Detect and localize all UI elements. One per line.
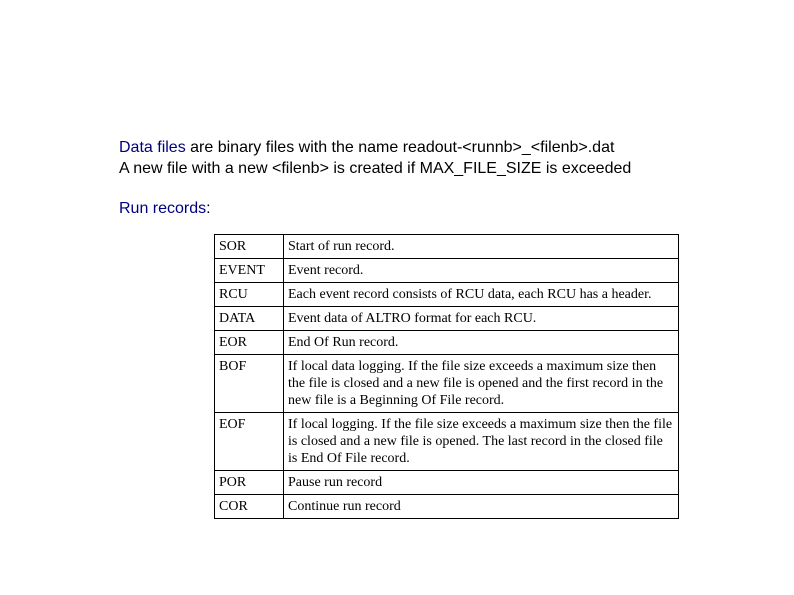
record-code: EOR — [215, 331, 284, 355]
record-description: Each event record consists of RCU data, each RCU has a header. — [284, 283, 679, 307]
record-code: EOF — [215, 413, 284, 471]
record-code: POR — [215, 471, 284, 495]
data-files-term: Data files — [119, 139, 186, 156]
table-row — [215, 307, 679, 331]
intro-line-1 — [119, 137, 631, 158]
table-row — [215, 495, 679, 519]
intro-line-1-text: are binary files with the name readout-<runnb>_<filenb>.dat — [185, 139, 615, 156]
run-records-colon: : — [206, 200, 211, 217]
record-code: BOF — [215, 355, 284, 413]
table-row — [215, 283, 679, 307]
record-description: Event record. — [284, 259, 679, 283]
table-row — [215, 471, 679, 495]
record-description: End Of Run record. — [284, 331, 679, 355]
record-code: RCU — [215, 283, 284, 307]
record-description: Continue run record — [284, 495, 679, 519]
table-row — [215, 235, 679, 259]
record-description: If local data logging. If the file size exceeds a maximum size then the file is closed and a new file is opened and the first record in the new file is a Beginning Of File record. — [284, 355, 679, 413]
record-description: If local logging. If the file size exceeds a maximum size then the file is closed and a new file is opened. The last record in the closed file is End Of File record. — [284, 413, 679, 471]
table-row — [215, 259, 679, 283]
run-records-term: Run records — [119, 200, 207, 217]
record-code: COR — [215, 495, 284, 519]
record-code: EVENT — [215, 259, 284, 283]
intro-text — [119, 137, 631, 179]
table-row — [215, 331, 679, 355]
record-description: Event data of ALTRO format for each RCU. — [284, 307, 679, 331]
intro-line-2: A new file with a new <filenb> is created if MAX_FILE_SIZE is exceeded — [119, 160, 632, 177]
record-code: DATA — [215, 307, 284, 331]
table-row — [215, 355, 679, 413]
table-row — [215, 413, 679, 471]
record-description: Start of run record. — [284, 235, 679, 259]
run-records-table — [214, 234, 679, 519]
record-code: SOR — [215, 235, 284, 259]
record-description: Pause run record — [284, 471, 679, 495]
run-records-heading — [119, 198, 211, 219]
